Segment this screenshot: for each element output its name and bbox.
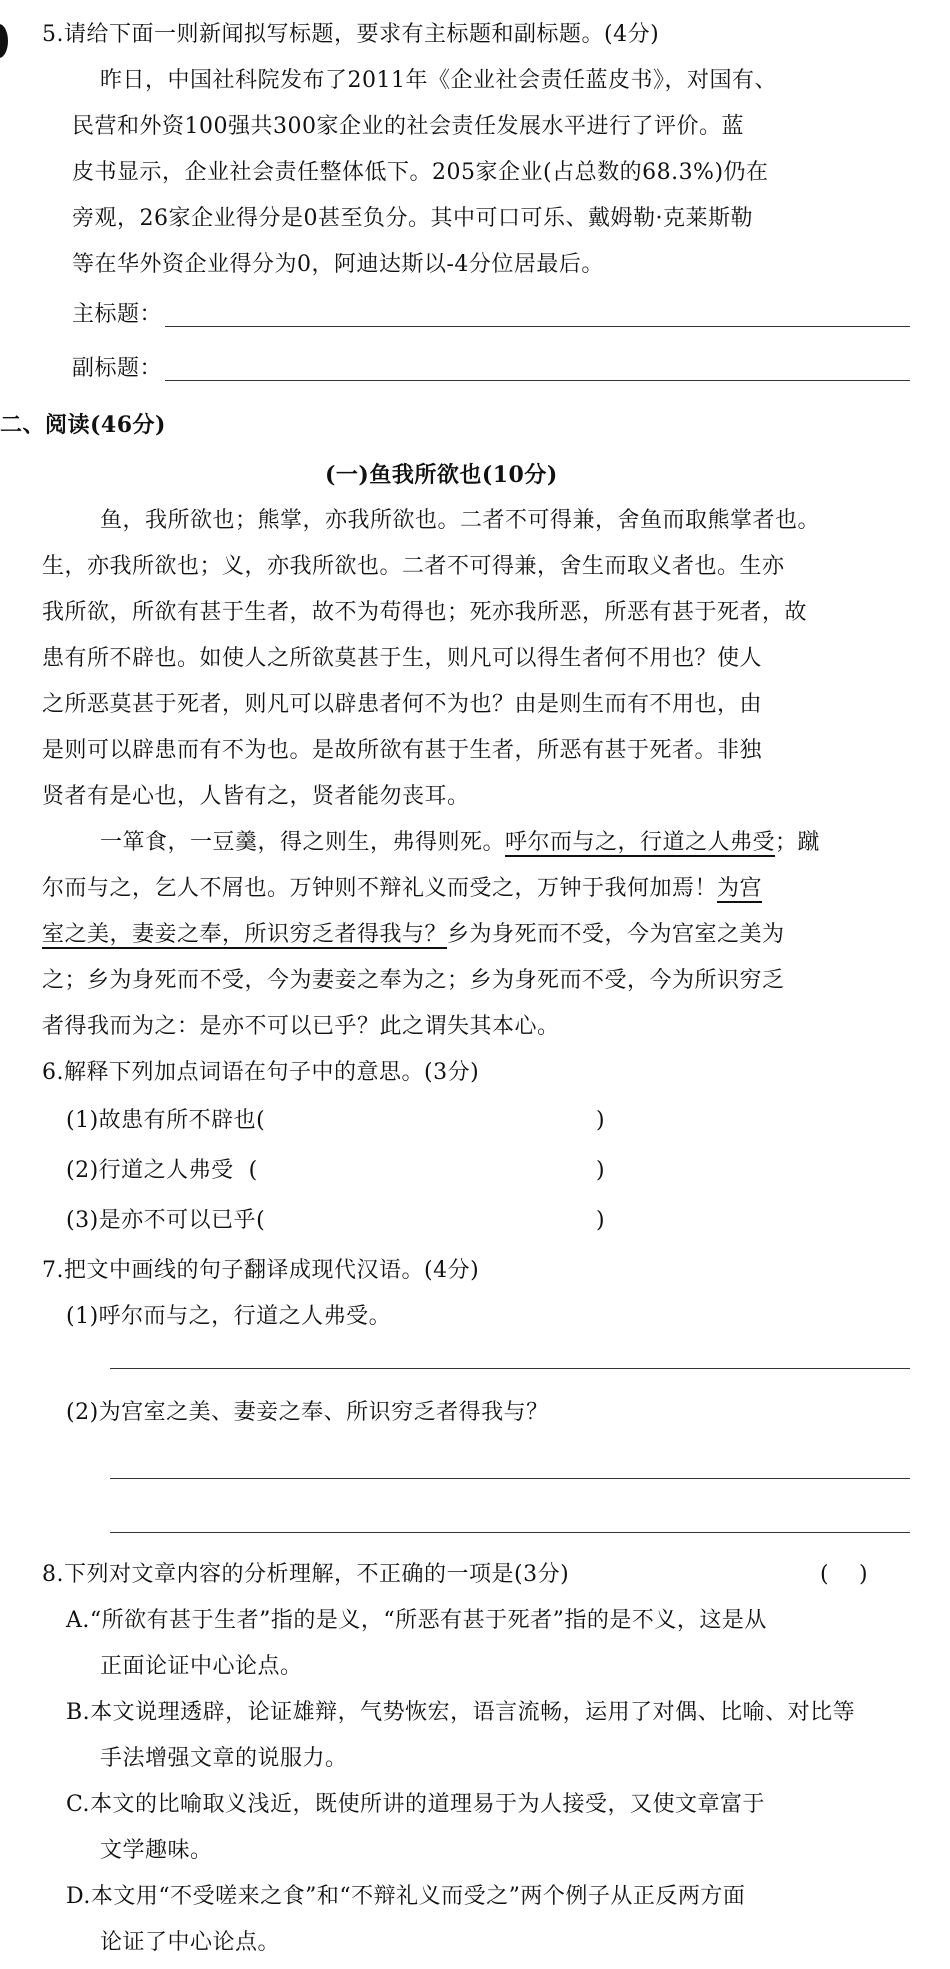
- passage-line: 尔而与之，乞人不屑也。万钟则不辩礼义而受之，万钟于我何加焉！为宫: [42, 876, 763, 901]
- passage-line: 者得我而为之：是亦不可以已乎？此之谓失其本心。: [42, 1014, 560, 1039]
- q8-option-c: C.本文的比喻取义浅近，既使所讲的道理易于为人接受，又使文章富于: [66, 1792, 766, 1817]
- sub-title-label: 副标题：: [72, 356, 163, 381]
- passage-line: 一箪食，一豆羹，得之则生，弗得则死。呼尔而与之，行道之人弗受；蹴: [100, 830, 821, 855]
- q6-item-2-close: ): [596, 1158, 606, 1183]
- q8-answer-paren[interactable]: ( ): [820, 1562, 869, 1587]
- passage-line: 是则可以辟患而有不为也。是故所欲有甚于生者，所恶有甚于死者。非独: [42, 738, 763, 763]
- q8-option-d: D.本文用“不受嗟来之食”和“不辩礼义而受之”两个例子从正反两方面: [66, 1884, 746, 1909]
- q8-option-b: B.本文说理透辟，论证雄辩，气势恢宏，语言流畅，运用了对偶、比喻、对比等: [66, 1700, 856, 1725]
- page-edge-mark: [0, 24, 8, 58]
- q6-item-1-close: ): [596, 1108, 606, 1133]
- q5-news-line: 旁观，26家企业得分是0甚至负分。其中可口可乐、戴姆勒·克莱斯勒: [72, 206, 753, 231]
- q6-item-1: (1)故患有所不辟也(: [66, 1108, 266, 1133]
- passage-line: 之；乡为身死而不受，今为妻妾之奉为之；乡为身死而不受，今为所识穷乏: [42, 968, 785, 993]
- q8-option-a-cont: 正面论证中心论点。: [100, 1654, 303, 1679]
- q5-news-line: 昨日，中国社科院发布了2011年《企业社会责任蓝皮书》，对国有、: [100, 68, 777, 93]
- passage-line: 生，亦我所欲也；义，亦我所欲也。二者不可得兼，舍生而取义者也。生亦: [42, 554, 785, 579]
- q5-news-line: 民营和外资100强共300家企业的社会责任发展水平进行了评价。蓝: [72, 114, 744, 139]
- underlined-sentence-2-cont: 室之美，妻妾之奉，所识穷乏者得我与？: [42, 922, 448, 947]
- q7-answer-line-2[interactable]: [110, 1478, 910, 1479]
- passage-line: 之所恶莫甚于死者，则凡可以辟患者何不为也？由是则生而有不用也，由: [42, 692, 763, 717]
- q8-option-a: A.“所欲有甚于生者”指的是义，“所恶有甚于死者”指的是不义，这是从: [66, 1608, 767, 1633]
- q7-prompt: 7.把文中画线的句子翻译成现代汉语。(4分): [42, 1258, 480, 1283]
- q7-answer-line-1[interactable]: [110, 1368, 910, 1369]
- q6-item-3-close: ): [596, 1208, 606, 1233]
- q8-prompt: 8.下列对文章内容的分析理解，不正确的一项是(3分): [42, 1562, 570, 1587]
- main-title-blank[interactable]: [165, 326, 910, 327]
- q8-option-b-cont: 手法增强文章的说服力。: [100, 1746, 348, 1771]
- passage-line: 室之美，妻妾之奉，所识穷乏者得我与？乡为身死而不受，今为宫室之美为: [42, 922, 785, 947]
- q5-news-line: 皮书显示，企业社会责任整体低下。205家企业(占总数的68.3%)仍在: [72, 160, 769, 185]
- q5-prompt: 5.请给下面一则新闻拟写标题，要求有主标题和副标题。(4分): [42, 22, 660, 47]
- q5-news-line: 等在华外资企业得分为0，阿迪达斯以-4分位居最后。: [72, 252, 604, 277]
- q6-item-3: (3)是亦不可以已乎(: [66, 1208, 266, 1233]
- q8-option-c-cont: 文学趣味。: [100, 1838, 213, 1863]
- underlined-sentence-2: 为宫: [717, 876, 763, 901]
- passage-line: 贤者有是心也，人皆有之，贤者能勿丧耳。: [42, 784, 470, 809]
- q7-item-1: (1)呼尔而与之，行道之人弗受。: [66, 1304, 392, 1329]
- sub-title-blank[interactable]: [165, 380, 910, 381]
- passage-line: 患有所不辟也。如使人之所欲莫甚于生，则凡可以得生者何不用也？使人: [42, 646, 763, 671]
- passage-line: 我所欲，所欲有甚于生者，故不为苟得也；死亦我所恶，所恶有甚于死者，故: [42, 600, 808, 625]
- q6-prompt: 6.解释下列加点词语在句子中的意思。(3分): [42, 1060, 480, 1085]
- q6-item-2: (2)行道之人弗受 (: [66, 1158, 258, 1183]
- passage-line: 鱼，我所欲也；熊掌，亦我所欲也。二者不可得兼，舍鱼而取熊掌者也。: [100, 508, 821, 533]
- q7-item-2: (2)为宫室之美、妻妾之奉、所识穷乏者得我与？: [66, 1400, 549, 1425]
- underlined-sentence-1: 呼尔而与之，行道之人弗受: [505, 830, 776, 855]
- main-title-label: 主标题：: [72, 302, 163, 327]
- section-heading: 二、阅读(46分): [0, 412, 166, 438]
- q8-option-d-cont: 论证了中心论点。: [100, 1930, 281, 1955]
- passage-title: (一)鱼我所欲也(10分): [325, 462, 558, 488]
- q7-answer-line-3[interactable]: [110, 1532, 910, 1533]
